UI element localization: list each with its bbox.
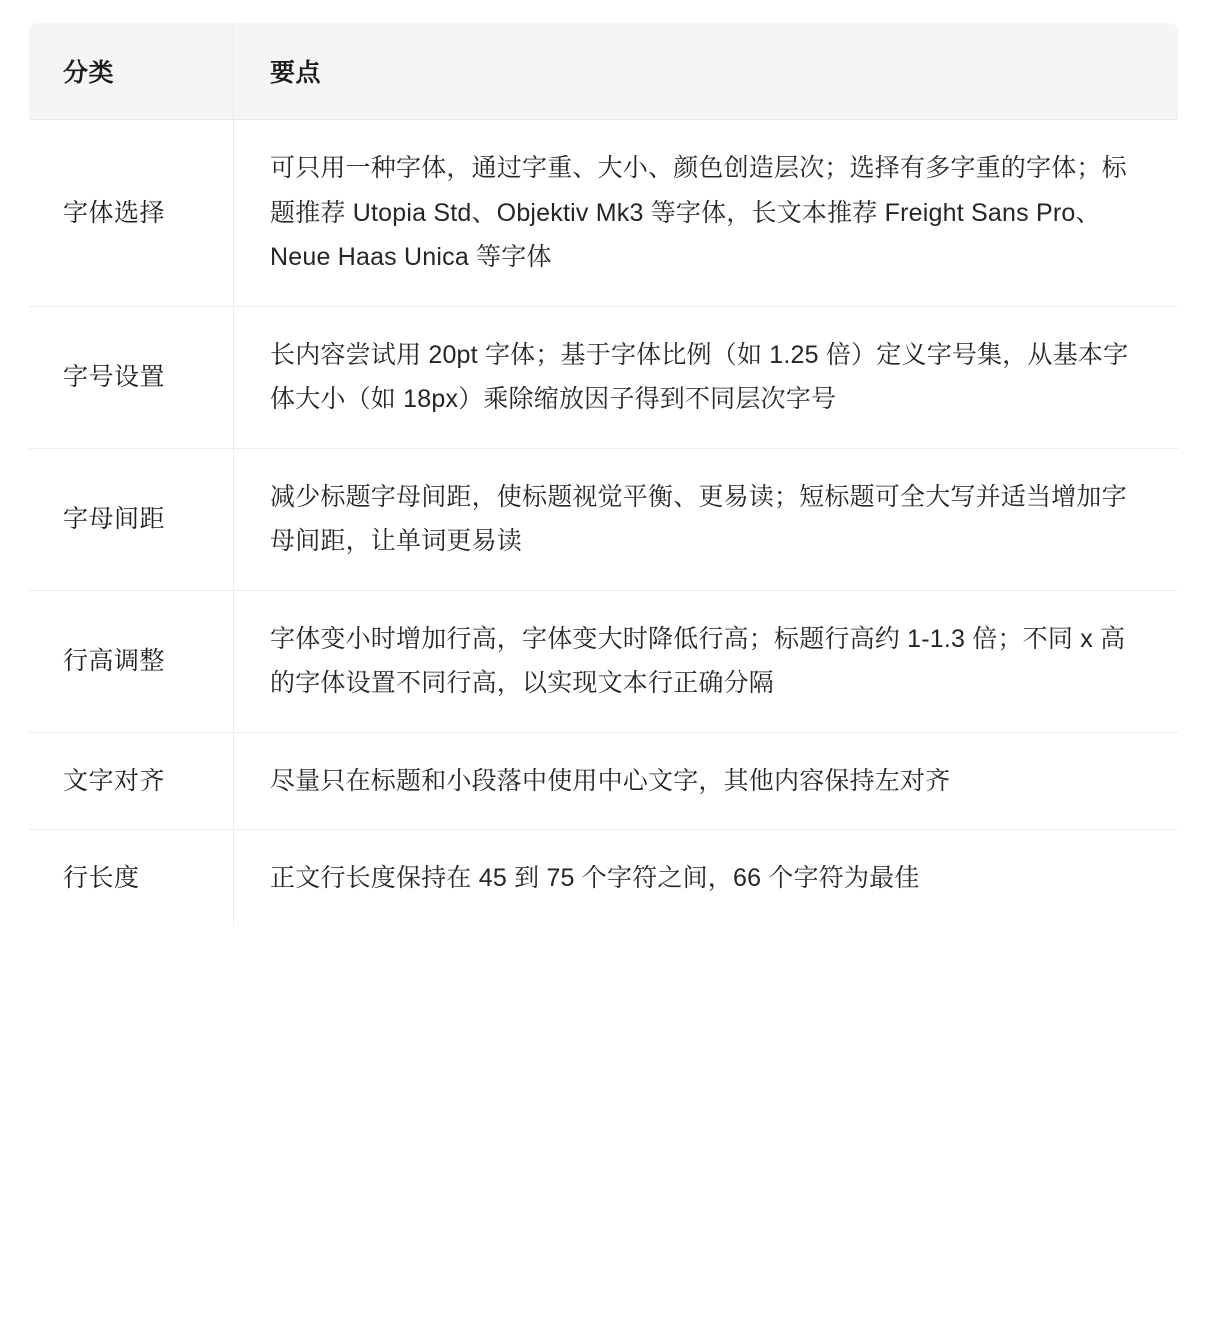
cell-category: 字体选择 [29,120,234,307]
table-body [29,120,1179,928]
cell-category: 行高调整 [29,590,234,732]
cell-category: 字母间距 [29,448,234,590]
cell-category: 字号设置 [29,306,234,448]
cell-category: 文字对齐 [29,732,234,830]
table-row [29,830,1179,928]
cell-category: 行长度 [29,830,234,928]
table-row [29,306,1179,448]
cell-points: 可只用一种字体，通过字重、大小、颜色创造层次；选择有多字重的字体；标题推荐 Utopia Std、Objektiv Mk3 等字体，长文本推荐 Freight Sans Pro、Neue Haas Unica 等字体 [234,120,1179,307]
table-row [29,590,1179,732]
column-header-category: 分类 [29,23,234,120]
cell-points: 正文行长度保持在 45 到 75 个字符之间，66 个字符为最佳 [234,830,1179,928]
cell-points: 尽量只在标题和小段落中使用中心文字，其他内容保持左对齐 [234,732,1179,830]
column-header-points: 要点 [234,23,1179,120]
table-row [29,448,1179,590]
table-row [29,120,1179,307]
table-header-row [29,23,1179,120]
cell-points: 长内容尝试用 20pt 字体；基于字体比例（如 1.25 倍）定义字号集，从基本字体大小（如 18px）乘除缩放因子得到不同层次字号 [234,306,1179,448]
cell-points: 字体变小时增加行高，字体变大时降低行高；标题行高约 1-1.3 倍；不同 x 高的字体设置不同行高，以实现文本行正确分隔 [234,590,1179,732]
typography-guidelines-table [28,22,1179,928]
cell-points: 减少标题字母间距，使标题视觉平衡、更易读；短标题可全大写并适当增加字母间距，让单词更易读 [234,448,1179,590]
table-header [29,23,1179,120]
table-row [29,732,1179,830]
